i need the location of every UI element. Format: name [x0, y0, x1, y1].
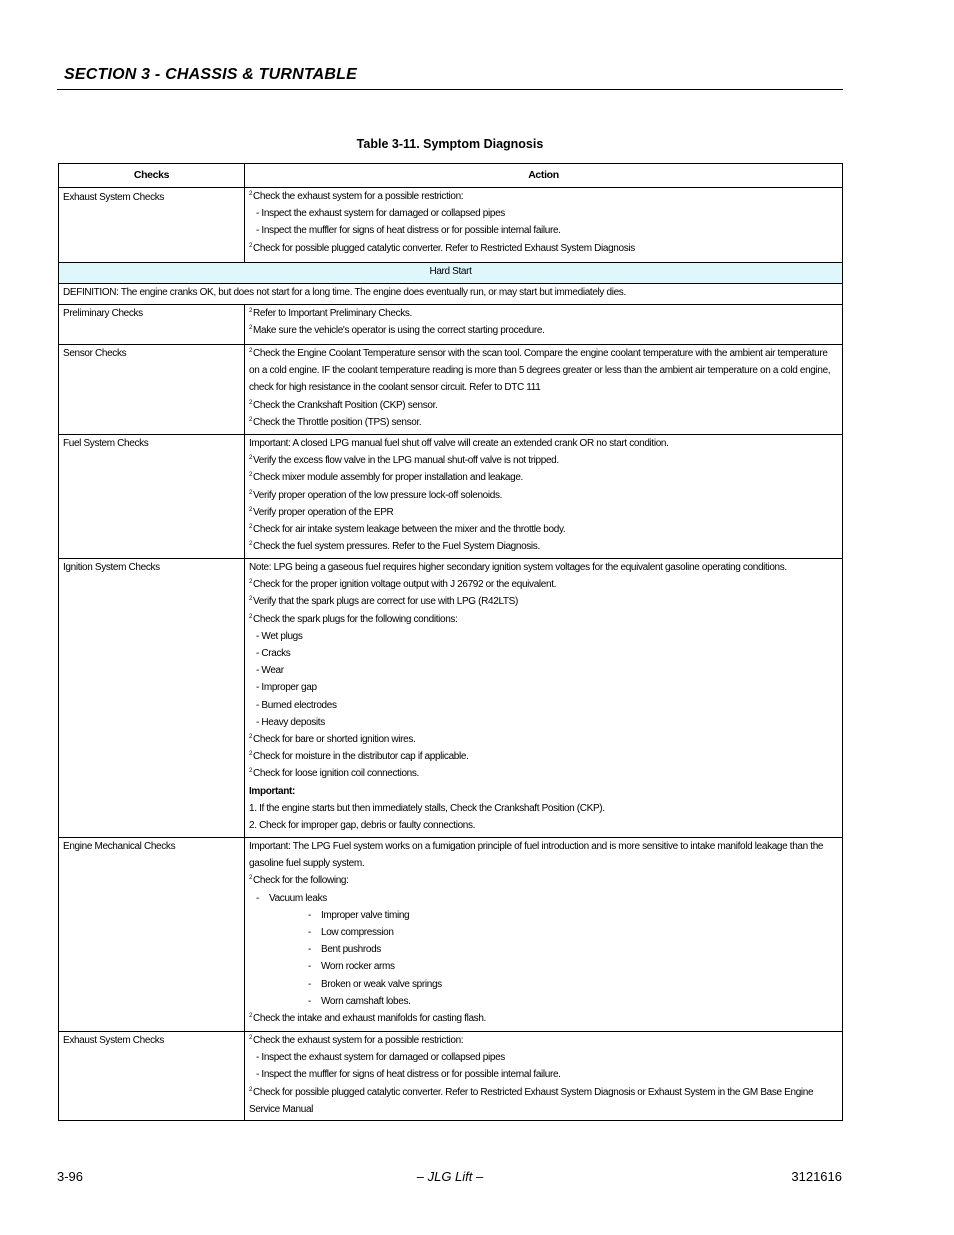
check-cell: Fuel System Checks [59, 435, 245, 559]
header-divider [57, 89, 843, 90]
action-cell: $^2$Refer to Important Preliminary Checks. $^2$Make sure the vehicle's operator is using the correct starting procedure. [245, 305, 843, 345]
action-cell: Important: A closed LPG manual fuel shut off valve will create an extended crank OR no start condition. $^2$Verify the excess flow valve in the LPG manual shut-off valve is not tripped. $^2$Check mixer module assembly for proper installation and leakage. $^2$Verify proper operation of the low pressure lock-off solenoids. $^2$Verify proper operation of the EPR $^2$Check for air intake system leakage between the mixer and the throttle body. $^2$Check the fuel system pressures. Refer to the Fuel System Diagnosis. [245, 435, 843, 559]
action-cell: $^2$Check the exhaust system for a possible restriction: - Inspect the exhaust system for damaged or collapsed pipes - Inspect the muffler for signs of heat distress or for possible internal failure. $^2$Check for possible plugged catalytic converter. Refer to Restricted Exhaust System Diagnosis or Exhaust System in the GM Base Engine Service Manual [245, 1032, 843, 1121]
table-row [59, 284, 843, 305]
table-row [59, 263, 843, 284]
footer-brand: – JLG Lift – [416, 1169, 484, 1184]
check-cell: Preliminary Checks [59, 305, 245, 345]
check-cell: Exhaust System Checks [59, 188, 245, 263]
column-header-action: Action [245, 164, 843, 188]
column-header-checks: Checks [59, 164, 245, 188]
table-row [59, 838, 843, 1032]
action-cell: Important: The LPG Fuel system works on a fumigation principle of fuel introduction and is more sensitive to intake manifold leakage than the gasoline fuel supply system. $^2$Check for the following: - Vacuum leaks - Improper valve timing - Low compression - Bent pushrods - Worn rocker arms - Broken or weak valve springs - Worn camshaft lobes. $^2$Check the intake and exhaust manifolds for casting flash. [245, 838, 843, 1032]
action-cell: $^2$Check the exhaust system for a possible restriction: - Inspect the exhaust system for damaged or collapsed pipes - Inspect the muffler for signs of heat distress or for possible internal failure. $^2$Check for possible plugged catalytic converter. Refer to Restricted Exhaust System Diagnosis [245, 188, 843, 263]
table-row [59, 559, 843, 838]
section-title: SECTION 3 - CHASSIS & TURNTABLE [64, 66, 358, 83]
hard-start-heading: Hard Start [59, 263, 843, 284]
page-number: 3-96 [57, 1169, 84, 1184]
check-cell: Sensor Checks [59, 345, 245, 435]
table-row [59, 345, 843, 435]
table-row [59, 305, 843, 345]
table-header-row [59, 164, 843, 188]
document-number: 3121616 [791, 1169, 842, 1184]
table-row [59, 1032, 843, 1121]
table-row [59, 435, 843, 559]
table-title: Table 3-11. Symptom Diagnosis [356, 137, 544, 151]
check-cell: Exhaust System Checks [59, 1032, 245, 1121]
check-cell: Engine Mechanical Checks [59, 838, 245, 1032]
check-cell: Ignition System Checks [59, 559, 245, 838]
definition-cell: DEFINITION: The engine cranks OK, but does not start for a long time. The engine does eventually run, or may start but immediately dies. [59, 284, 843, 305]
action-cell: Note: LPG being a gaseous fuel requires higher secondary ignition system voltages for the equivalent gasoline operating conditions. $^2$Check for the proper ignition voltage output with J 26792 or the equivalent. $^2$Verify that the spark plugs are correct for use with LPG (R42LTS) $^2$Check the spark plugs for the following conditions: - Wet plugs - Cracks - Wear - Improper gap - Burned electrodes - Heavy deposits $^2$Check for bare or shorted ignition wires. $^2$Check for moisture in the distributor cap if applicable. $^2$Check for loose ignition coil connections. Important: 1. If the engine starts but then immediately stalls, Check the Crankshaft Position (CKP). 2. Check for improper gap, debris or faulty connections. [245, 559, 843, 838]
symptom-diagnosis-table [58, 163, 843, 1121]
action-cell: $^2$Check the Engine Coolant Temperature sensor with the scan tool. Compare the engine coolant temperature with the ambient air temperature on a cold engine. IF the coolant temperature reading is more than 5 degrees greater or less than the ambient air temperature on a cold engine, check for high resistance in the coolant sensor circuit. Refer to DTC 111 $^2$Check the Crankshaft Position (CKP) sensor. $^2$Check the Throttle position (TPS) sensor. [245, 345, 843, 435]
table-row [59, 188, 843, 263]
